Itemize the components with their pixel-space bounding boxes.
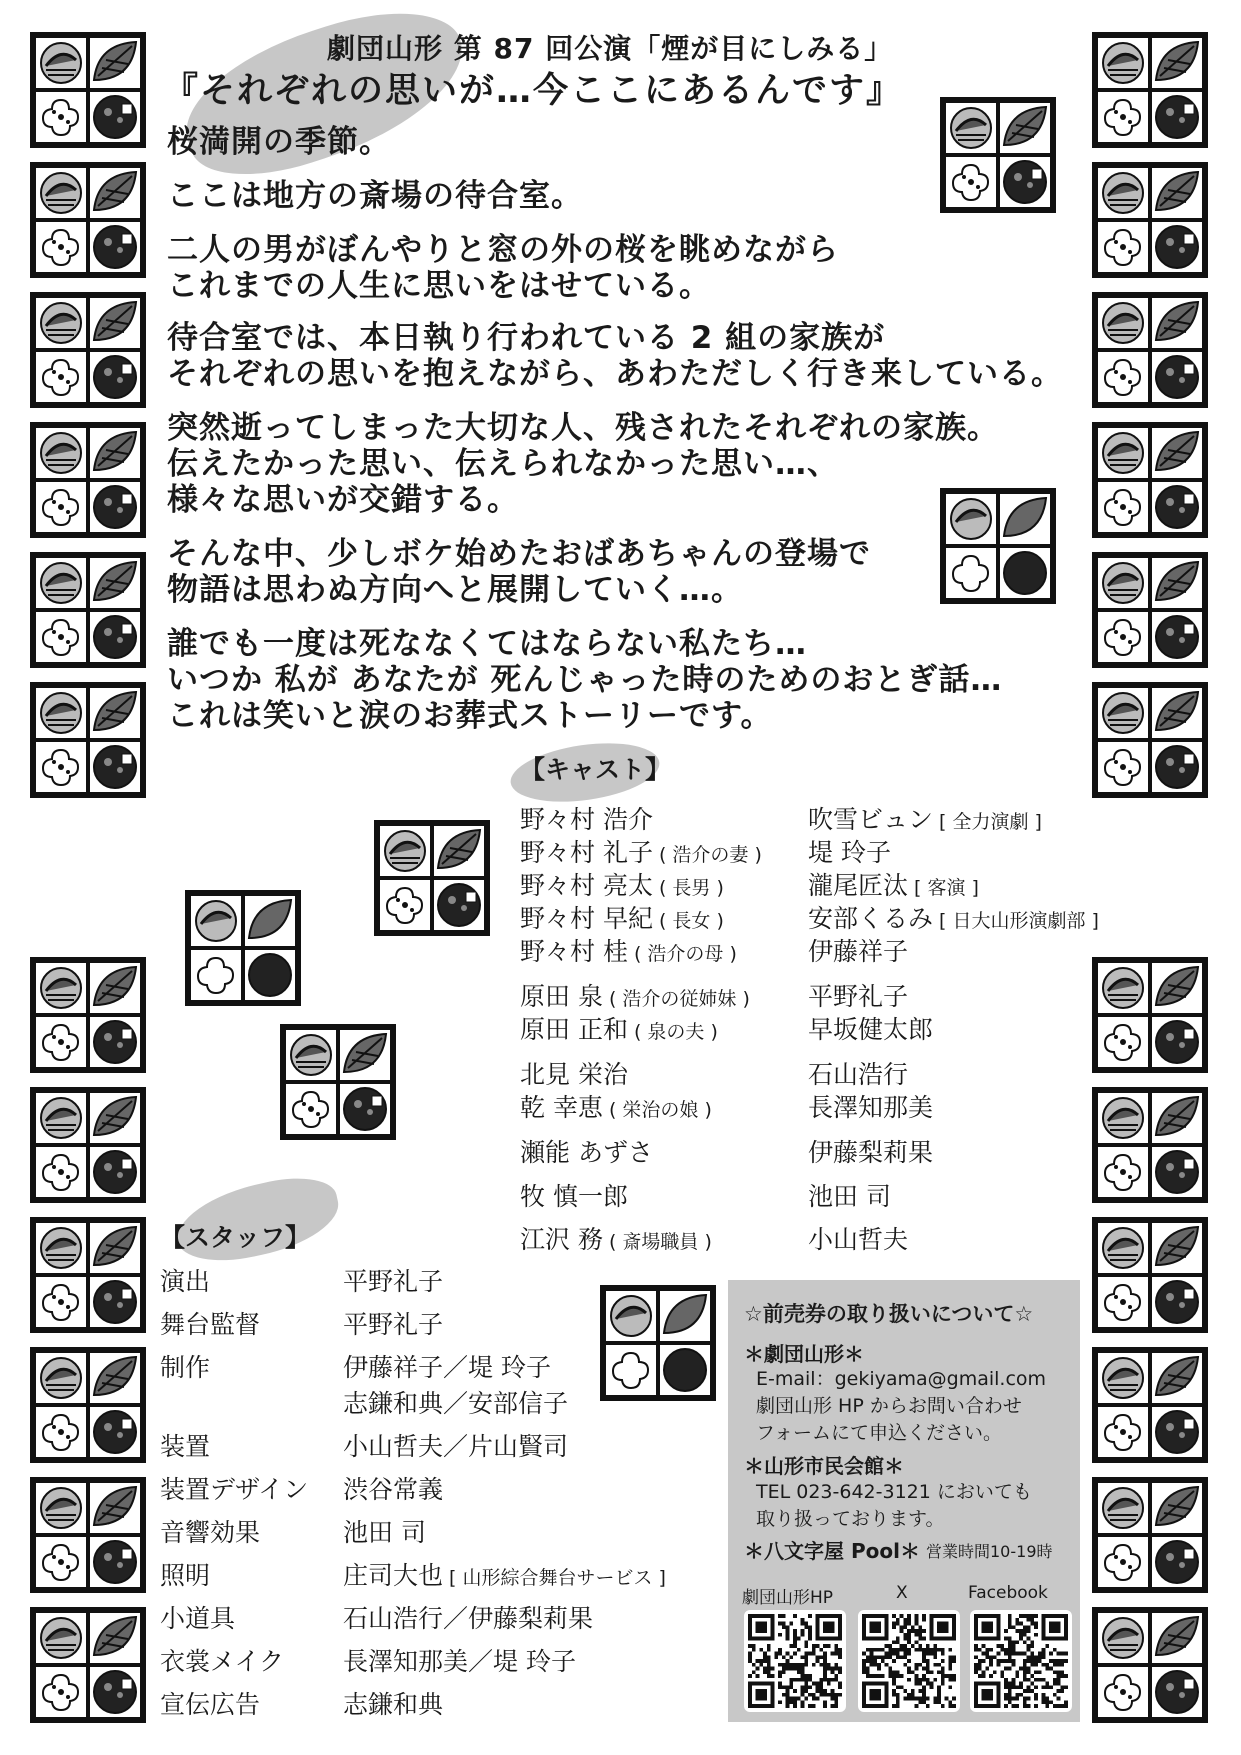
- story-line: 伝えたかった思い、伝えられなかった思い…、: [167, 446, 839, 482]
- cast-role: [520, 1055, 634, 1091]
- staff-person: 伊藤祥子／堤 玲子: [343, 1353, 551, 1382]
- qr-code-x[interactable]: [858, 1610, 960, 1712]
- actor-name: 堤 玲子: [808, 838, 891, 867]
- bento-box-icon: [28, 420, 148, 540]
- staff-role: 演出: [160, 1267, 211, 1296]
- story-line: 桜満開の季節。: [167, 124, 391, 160]
- role-name: 瀬能 あずさ: [520, 1138, 653, 1167]
- cast-role: [520, 932, 737, 968]
- bento-box-icon: [1090, 550, 1210, 670]
- bento-box-icon: [28, 680, 148, 800]
- actor-name: 早坂健太郎: [808, 1015, 934, 1044]
- cast-actor: [808, 932, 914, 968]
- staff-person: 平野礼子: [343, 1267, 444, 1296]
- cast-actor: [808, 1220, 914, 1256]
- actor-name: 石山浩行: [808, 1060, 909, 1089]
- cast-role: [520, 977, 750, 1013]
- staff-person: 渋谷常義: [343, 1475, 444, 1504]
- role-name: 原田 正和: [520, 1015, 628, 1044]
- bento-box-icon: [1090, 160, 1210, 280]
- role-name: 野々村 礼子: [520, 838, 653, 867]
- staff-role: 舞台監督: [160, 1310, 261, 1339]
- role-name: 原田 泉: [520, 982, 603, 1011]
- qr-code-facebook[interactable]: [970, 1610, 1072, 1712]
- ticket-org-shiminkaikan: ＊山形市民会館＊: [744, 1454, 904, 1478]
- story-line: これは笑いと涙のお葬式ストーリーです。: [167, 698, 773, 734]
- bento-box-icon: [28, 1215, 148, 1335]
- ticket-email[interactable]: E-mail：gekiyama@gmail.com: [756, 1368, 1047, 1390]
- actor-name: 長澤知那美: [808, 1093, 934, 1122]
- role-name: 乾 幸恵: [520, 1093, 603, 1122]
- story-line: ここは地方の斎場の待合室。: [167, 178, 583, 214]
- cast-actor: [808, 800, 1042, 836]
- play-title: 『それぞれの思いが…今ここにあるんです』: [163, 71, 904, 111]
- staff-person: 小山哲夫／片山賢司: [343, 1432, 569, 1461]
- production-title: 劇団山形 第 87 回公演「煙が目にしみる」: [327, 32, 894, 65]
- bento-box-icon: [1090, 1215, 1210, 1335]
- staff-affiliation: [ 山形綜合舞台サービス ]: [449, 1567, 666, 1589]
- bento-box-icon: [1090, 30, 1210, 150]
- staff-name: [343, 1470, 449, 1506]
- bento-box-icon: [598, 1283, 718, 1403]
- staff-role: 衣裳メイク: [160, 1647, 285, 1676]
- staff-name: [343, 1384, 574, 1420]
- bento-box-icon: [372, 818, 492, 938]
- cast-role: [520, 1010, 718, 1046]
- bento-box-icon: [1090, 1345, 1210, 1465]
- staff-name: [343, 1556, 666, 1592]
- bento-box-icon: [1090, 290, 1210, 410]
- role-name: 野々村 亮太: [520, 871, 653, 900]
- staff-name: [343, 1642, 582, 1678]
- bento-box-icon: [28, 1475, 148, 1595]
- actor-name: 小山哲夫: [808, 1225, 909, 1254]
- qr-label-facebook: Facebook: [968, 1583, 1048, 1603]
- actor-name: 伊藤祥子: [808, 937, 909, 966]
- bento-box-icon: [183, 888, 303, 1008]
- staff-name: [343, 1427, 574, 1463]
- bento-box-icon: [938, 486, 1058, 606]
- cast-role: [520, 866, 724, 902]
- staff-name: [343, 1348, 557, 1384]
- qr-label-x: X: [896, 1583, 908, 1603]
- staff-role: 照明: [160, 1561, 211, 1590]
- role-note: ( 斎場職員 ): [608, 1231, 712, 1253]
- bento-box-icon: [1090, 955, 1210, 1075]
- story-line: これまでの人生に思いをはせている。: [167, 268, 711, 304]
- staff-person: 平野礼子: [343, 1310, 444, 1339]
- story-line: 誰でも一度は死ななくてはならない私たち…: [167, 626, 807, 662]
- staff-name: [343, 1262, 449, 1298]
- cast-actor: [808, 1010, 939, 1046]
- ticket-tel: TEL 023-642-3121 においても: [756, 1481, 1032, 1503]
- staff-person: 庄司大也: [343, 1561, 444, 1590]
- staff-name: [343, 1599, 599, 1635]
- bento-box-icon: [28, 1605, 148, 1725]
- bento-box-icon: [1090, 1085, 1210, 1205]
- ticket-org-hachimonjiya: ＊八文字屋 Pool＊: [744, 1539, 920, 1563]
- story-line: いつか 私が あなたが 死んじゃった時のためのおとぎ話…: [167, 662, 1003, 698]
- role-name: 牧 慎一郎: [520, 1182, 628, 1211]
- cast-actor: [808, 1133, 939, 1169]
- staff-person: 長澤知那美／堤 玲子: [343, 1647, 576, 1676]
- staff-role: 装置デザイン: [160, 1475, 309, 1504]
- ticket-note: フォームにて申込ください。: [756, 1422, 1003, 1444]
- staff-role: 音響効果: [160, 1518, 261, 1547]
- bento-box-icon: [278, 1022, 398, 1142]
- role-name: 北見 栄治: [520, 1060, 628, 1089]
- cast-actor: [808, 977, 914, 1013]
- actor-affiliation: [ 日大山形演劇部 ]: [939, 910, 1099, 932]
- actor-affiliation: [ 全力演劇 ]: [939, 811, 1042, 833]
- cast-role: [520, 1133, 659, 1169]
- bento-box-icon: [938, 95, 1058, 215]
- ticket-org-gekidan: ＊劇団山形＊: [744, 1342, 864, 1366]
- cast-actor: [808, 899, 1099, 935]
- ticket-heading: ☆前売券の取り扱いについて☆: [744, 1302, 1034, 1326]
- cast-role: [520, 800, 659, 836]
- staff-person: 池田 司: [343, 1518, 426, 1547]
- cast-role: [520, 899, 724, 935]
- actor-name: 瀧尾匠汰: [808, 871, 909, 900]
- staff-role: 制作: [160, 1353, 211, 1382]
- role-note: ( 泉の夫 ): [633, 1021, 718, 1043]
- bento-box-icon: [1090, 1605, 1210, 1725]
- cast-actor: [808, 1055, 914, 1091]
- bento-box-icon: [28, 290, 148, 410]
- bento-box-icon: [1090, 680, 1210, 800]
- story-line: 物語は思わぬ方向へと展開していく…。: [167, 572, 743, 608]
- actor-affiliation: [ 客演 ]: [914, 877, 979, 899]
- staff-name: [343, 1305, 449, 1341]
- bento-box-icon: [28, 30, 148, 150]
- actor-name: 平野礼子: [808, 982, 909, 1011]
- staff-heading: 【スタッフ】: [160, 1223, 311, 1252]
- qr-code-hp[interactable]: [744, 1610, 846, 1712]
- cast-role: [520, 1220, 712, 1256]
- role-name: 野々村 浩介: [520, 805, 653, 834]
- role-note: ( 浩介の従姉妹 ): [608, 988, 750, 1010]
- story-line: 待合室では、本日執り行われている 2 組の家族が: [167, 320, 886, 356]
- story-line: 突然逝ってしまった大切な人、残されたそれぞれの家族。: [167, 410, 999, 446]
- staff-role: 装置: [160, 1432, 211, 1461]
- staff-role: 小道具: [160, 1604, 236, 1633]
- ticket-note: 劇団山形 HP からお問い合わせ: [756, 1395, 1022, 1417]
- cast-actor: [808, 833, 897, 869]
- cast-actor: [808, 1177, 897, 1213]
- actor-name: 池田 司: [808, 1182, 891, 1211]
- bento-box-icon: [1090, 420, 1210, 540]
- cast-role: [520, 1088, 712, 1124]
- story-line: そんな中、少しボケ始めたおばあちゃんの登場で: [167, 536, 871, 572]
- cast-actor: [808, 1088, 939, 1124]
- bento-box-icon: [28, 955, 148, 1075]
- ticket-hours: 営業時間10-19時: [926, 1542, 1053, 1561]
- role-note: ( 浩介の妻 ): [658, 844, 762, 866]
- story-line: 二人の男がぼんやりと窓の外の桜を眺めながら: [167, 232, 839, 268]
- staff-person: 志鎌和典: [343, 1690, 444, 1719]
- ticket-info-box: [728, 1280, 1080, 1722]
- cast-role: [520, 833, 762, 869]
- bento-box-icon: [1090, 1475, 1210, 1595]
- actor-name: 安部くるみ: [808, 904, 934, 933]
- bento-box-icon: [28, 550, 148, 670]
- qr-label-hp: 劇団山形HP: [742, 1588, 834, 1608]
- actor-name: 伊藤梨莉果: [808, 1138, 934, 1167]
- cast-actor: [808, 866, 979, 902]
- role-note: ( 長男 ): [658, 877, 724, 899]
- role-note: ( 長女 ): [658, 910, 724, 932]
- staff-name: [343, 1513, 432, 1549]
- cast-role: [520, 1177, 634, 1213]
- staff-person: 石山浩行／伊藤梨莉果: [343, 1604, 594, 1633]
- staff-role: 宣伝広告: [160, 1690, 261, 1719]
- cast-heading: 【キャスト】: [520, 755, 671, 784]
- story-line: 様々な思いが交錯する。: [167, 482, 519, 518]
- staff-person: 志鎌和典／安部信子: [343, 1389, 569, 1418]
- role-name: 江沢 務: [520, 1225, 603, 1254]
- bento-box-icon: [28, 1085, 148, 1205]
- role-note: ( 栄治の娘 ): [608, 1099, 712, 1121]
- bento-box-icon: [28, 1345, 148, 1465]
- role-note: ( 浩介の母 ): [633, 943, 737, 965]
- actor-name: 吹雪ビュン: [808, 805, 934, 834]
- role-name: 野々村 桂: [520, 937, 628, 966]
- story-line: それぞれの思いを抱えながら、あわただしく行き来している。: [167, 356, 1063, 392]
- ticket-note: 取り扱っております。: [756, 1508, 945, 1530]
- role-name: 野々村 早紀: [520, 904, 653, 933]
- bento-box-icon: [28, 160, 148, 280]
- staff-name: [343, 1685, 449, 1721]
